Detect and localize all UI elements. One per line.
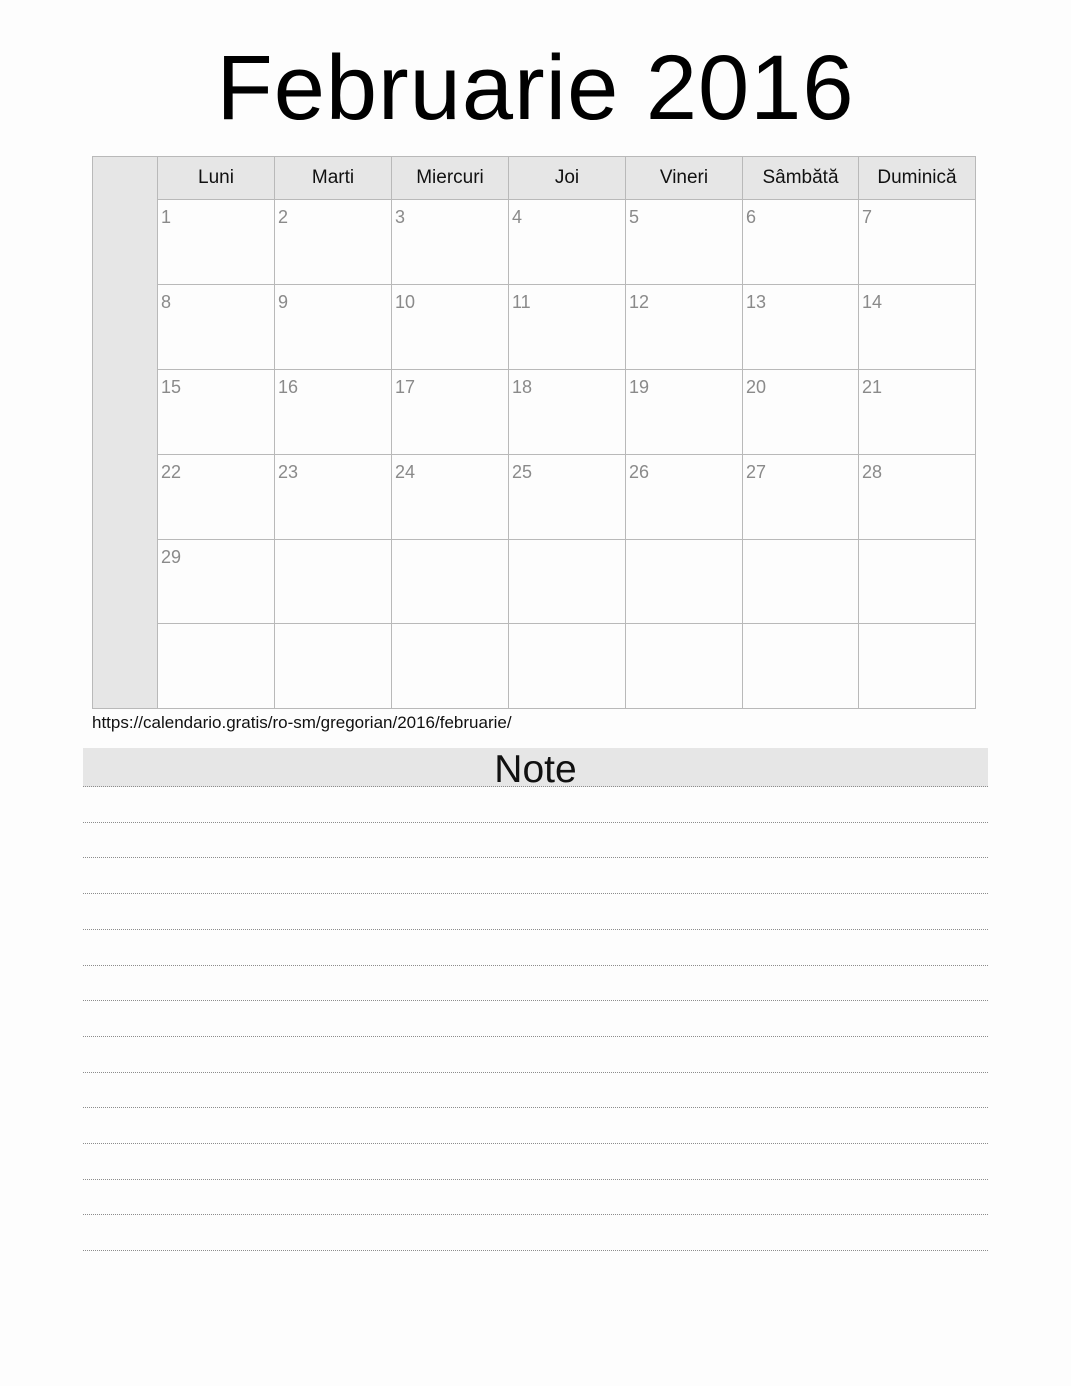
day-number: 26 bbox=[629, 462, 650, 482]
day-cell bbox=[275, 370, 392, 455]
day-cell bbox=[859, 540, 975, 624]
day-cell bbox=[275, 540, 392, 624]
day-cell bbox=[743, 540, 859, 624]
note-line bbox=[83, 1036, 988, 1037]
note-line bbox=[83, 1072, 988, 1073]
day-number: 13 bbox=[746, 292, 767, 312]
day-cell bbox=[626, 624, 743, 708]
day-cell bbox=[509, 624, 626, 708]
day-cell bbox=[158, 285, 275, 370]
day-cell bbox=[859, 200, 975, 285]
note-line bbox=[83, 1250, 988, 1251]
day-number: 3 bbox=[395, 207, 406, 227]
day-cell bbox=[158, 455, 275, 540]
week-number-column bbox=[93, 157, 158, 708]
day-number: 4 bbox=[512, 207, 523, 227]
day-cell bbox=[392, 370, 509, 455]
weekday-header: Miercuri bbox=[392, 157, 509, 200]
day-cell bbox=[626, 540, 743, 624]
day-number: 29 bbox=[161, 547, 182, 567]
note-line bbox=[83, 1107, 988, 1108]
source-url: https://calendario.gratis/ro-sm/gregorian/2016/februarie/ bbox=[92, 713, 512, 732]
day-cell bbox=[275, 200, 392, 285]
note-line bbox=[83, 929, 988, 930]
note-line bbox=[83, 786, 988, 787]
day-number: 7 bbox=[862, 207, 873, 227]
day-cell bbox=[158, 624, 275, 708]
weekday-header: Duminică bbox=[859, 157, 975, 200]
day-number: 6 bbox=[746, 207, 757, 227]
day-number: 16 bbox=[278, 377, 299, 397]
note-line bbox=[83, 1214, 988, 1215]
day-number: 20 bbox=[746, 377, 767, 397]
note-line bbox=[83, 965, 988, 966]
weekday-header: Vineri bbox=[626, 157, 743, 200]
day-cell bbox=[275, 455, 392, 540]
day-number: 8 bbox=[161, 292, 172, 312]
note-line bbox=[83, 1143, 988, 1144]
day-cell bbox=[509, 540, 626, 624]
day-number: 25 bbox=[512, 462, 533, 482]
calendar-days-grid bbox=[158, 157, 975, 708]
weekday-header: Luni bbox=[158, 157, 275, 200]
day-number: 27 bbox=[746, 462, 767, 482]
day-cell bbox=[743, 624, 859, 708]
day-cell bbox=[392, 455, 509, 540]
day-cell bbox=[392, 540, 509, 624]
day-number: 28 bbox=[862, 462, 883, 482]
day-cell bbox=[743, 370, 859, 455]
day-cell bbox=[158, 200, 275, 285]
day-cell bbox=[859, 624, 975, 708]
day-number: 9 bbox=[278, 292, 289, 312]
day-cell bbox=[859, 370, 975, 455]
weekday-header: Sâmbătă bbox=[743, 157, 859, 200]
day-number: 24 bbox=[395, 462, 416, 482]
day-number: 19 bbox=[629, 377, 650, 397]
note-line bbox=[83, 1179, 988, 1180]
page-title: Februarie 2016 bbox=[216, 37, 855, 139]
note-line bbox=[83, 1000, 988, 1001]
note-line bbox=[83, 822, 988, 823]
day-cell bbox=[743, 200, 859, 285]
day-cell bbox=[392, 624, 509, 708]
day-number: 11 bbox=[512, 292, 531, 312]
day-cell bbox=[392, 200, 509, 285]
day-number: 17 bbox=[395, 377, 416, 397]
day-cell bbox=[158, 370, 275, 455]
note-line bbox=[83, 857, 988, 858]
day-cell bbox=[626, 285, 743, 370]
day-number: 2 bbox=[278, 207, 289, 227]
day-number: 1 bbox=[161, 207, 172, 227]
day-cell bbox=[626, 200, 743, 285]
day-cell bbox=[509, 200, 626, 285]
day-number: 10 bbox=[395, 292, 416, 312]
day-cell bbox=[509, 455, 626, 540]
day-cell bbox=[626, 455, 743, 540]
day-number: 15 bbox=[161, 377, 182, 397]
day-cell bbox=[509, 285, 626, 370]
note-line bbox=[83, 893, 988, 894]
calendar-grid bbox=[92, 156, 976, 709]
weekday-header: Joi bbox=[509, 157, 626, 200]
day-number: 12 bbox=[629, 292, 650, 312]
day-number: 21 bbox=[862, 377, 883, 397]
day-cell bbox=[743, 285, 859, 370]
day-cell bbox=[859, 285, 975, 370]
day-number: 22 bbox=[161, 462, 182, 482]
day-cell bbox=[626, 370, 743, 455]
day-cell bbox=[859, 455, 975, 540]
day-number: 14 bbox=[862, 292, 883, 312]
day-number: 18 bbox=[512, 377, 533, 397]
day-cell bbox=[392, 285, 509, 370]
day-cell bbox=[275, 285, 392, 370]
day-cell bbox=[509, 370, 626, 455]
day-number: 23 bbox=[278, 462, 299, 482]
weekday-header: Marti bbox=[275, 157, 392, 200]
day-cell bbox=[275, 624, 392, 708]
day-cell bbox=[743, 455, 859, 540]
day-cell bbox=[158, 540, 275, 624]
notes-heading: Note bbox=[83, 748, 988, 787]
day-number: 5 bbox=[629, 207, 640, 227]
